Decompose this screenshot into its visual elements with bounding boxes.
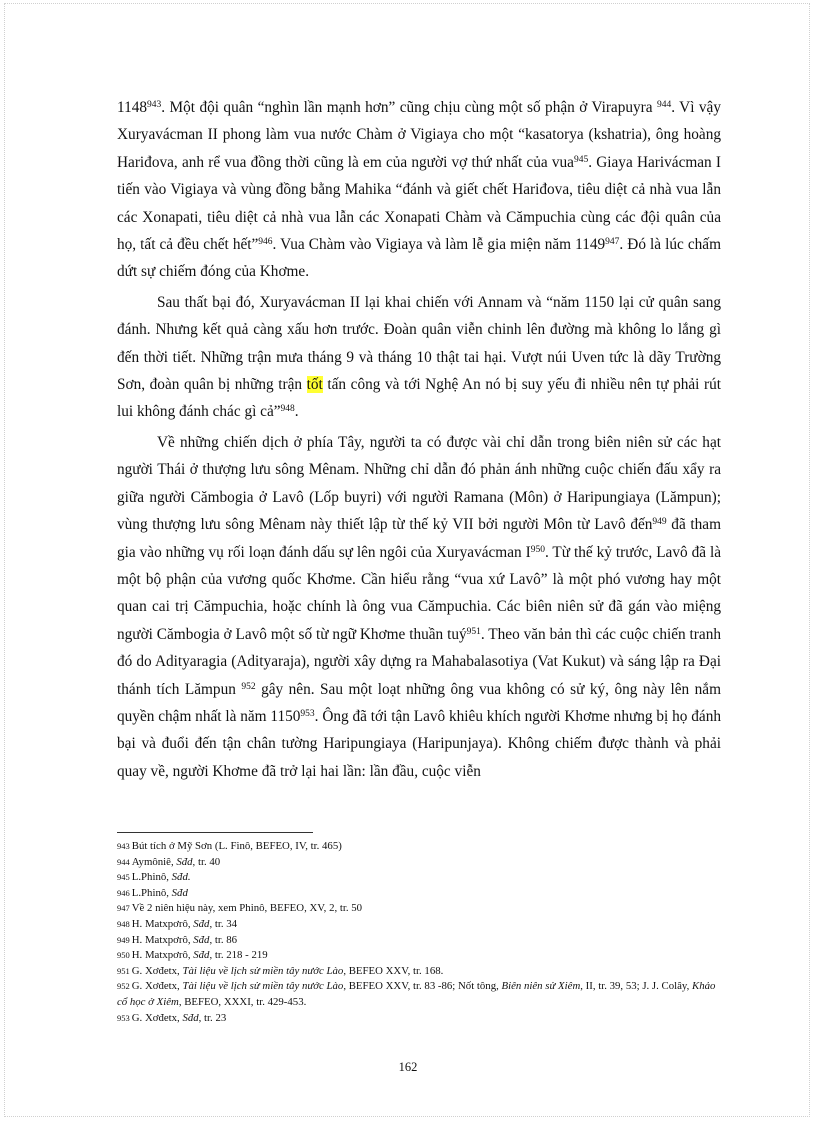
footnote-text: , tr. 86 — [209, 933, 238, 946]
footnotes — [117, 839, 721, 1026]
text-run: . Giaya Harivácman I tiến vào Vigiaya và vùng đồng bằng Mahika “đánh và giết chết Hariđova, tiêu diệt cả nhà vua lẫn các Xonapati, tiêu diệt cả nhà vua lẫn các Xonapati Chàm và Cămpuchia cùng các đội quân của họ, tất cả đều chết hết” — [117, 153, 721, 254]
footnote — [117, 839, 721, 855]
footnote-ref: 948 — [280, 404, 295, 415]
text-run: tấn công và tới Nghệ An nó bị suy yếu đi nhiều nên tự phải rút lui không đánh chác gì cả” — [117, 376, 721, 421]
footnote-ref: 945 — [573, 154, 589, 165]
footnote-text: L.Phinô, — [131, 886, 172, 899]
footnote-number: 949 — [117, 934, 130, 945]
body-paragraph — [117, 94, 721, 286]
footnote-text: H. Matxpơrô, — [131, 917, 194, 930]
footnote-ref: 947 — [605, 237, 620, 248]
footnote — [117, 886, 721, 902]
footnote-italic: Sđd — [182, 1011, 199, 1024]
text-run: . Đó là lúc chấm dứt sự chiếm đóng của Khơme. — [117, 236, 721, 281]
footnote-ref: 949 — [652, 517, 667, 528]
text-run: 1148 — [117, 99, 148, 116]
page-number: 162 — [398, 1060, 418, 1074]
footnote — [117, 1011, 721, 1027]
text-run: . — [294, 403, 299, 421]
footnote-text: G. Xơđetx, — [131, 964, 183, 977]
text-run: . Từ thế kỷ trước, Lavô đã là một bộ phận của vương quốc Khơme. Cần hiểu rằng “vua xứ Lavô” là một phó vương hay một quan cai trị Cămpuchia, hoặc chính là ông vua Cămpuchia. Các biên niên sử đã gán vào miệng người Cămbogia ở Lavô một số từ ngữ Khơme thuần tuý — [117, 543, 721, 643]
footnote — [117, 870, 721, 886]
footnote-text: Về 2 niên hiệu này, xem Phinô, BEFEO, XV, 2, tr. 50 — [131, 902, 363, 915]
footnote — [117, 901, 721, 917]
footnote-number: 945 — [117, 872, 130, 883]
footnote-text: , II, tr. 39, 53; J. J. Colây, — [580, 980, 693, 993]
footnote — [117, 948, 721, 964]
footnote-number: 944 — [117, 856, 130, 867]
footnote-number: 948 — [117, 918, 130, 929]
footnote-italic: Biên niên sử Xiêm — [501, 980, 581, 993]
footnote-text: H. Matxpơrô, — [131, 933, 194, 946]
footnote-number: 943 — [117, 841, 130, 851]
footnote-ref: 953 — [300, 708, 315, 719]
footnote-text: , BEFEO XXV, tr. 168. — [343, 964, 444, 977]
text-run: . Một đội quân “nghìn lần mạnh hơn” cũng chịu cùng một số phận ở Virapuyra — [161, 99, 657, 116]
footnote — [117, 964, 721, 980]
text-run: Về những chiến dịch ở phía Tây, người ta có được vài chỉ dẫn trong biên niên sử các hạt người Thái ở thượng lưu sông Mênam. Những chỉ dẫn đó phản ánh những cuộc chiến đấu xẩy ra giữa người Cămbogia ở Lavô (Lốp buyri) với người Ramana (Môn) ở Haripungiaya (Lămpun); vùng thượng lưu sông Mênam này thiết lập từ thế kỷ VII bởi người Môn từ Lavô đến — [117, 433, 721, 534]
footnote-ref: 952 — [241, 681, 256, 692]
footnote — [117, 917, 721, 933]
footnote-italic: Sđd — [171, 886, 188, 899]
text-run: . Vua Chàm vào Vigiaya và làm lễ gia miện năm 1149 — [272, 236, 606, 254]
footnote-number: 947 — [117, 903, 130, 914]
footnote-text: , BEFEO XXV, tr. 83 -86; Nốt tông, — [343, 980, 502, 993]
footnote-text: , BEFEO, XXXI, tr. 429-453. — [178, 995, 307, 1008]
footnote-ref: 951 — [466, 626, 481, 637]
footnote-italic: Khảo cổ học ở Xiêm — [117, 980, 716, 1008]
footnote-number: 950 — [117, 950, 130, 961]
body-text — [117, 94, 721, 785]
body-paragraph — [117, 289, 721, 426]
footnote-text: , tr. 218 - 219 — [209, 949, 268, 962]
footnote-number: 952 — [117, 981, 130, 992]
text-run: gây nên. Sau một loạt những ông vua không có sử ký, ông này lên nắm quyền chậm nhất là năm 1150 — [117, 680, 721, 725]
footnote-italic: Sđd. — [171, 871, 191, 884]
footnote-italic: Sđd — [193, 917, 210, 930]
footnote-text: , tr. 40 — [192, 855, 221, 868]
footnote-text: G. Xơđetx, — [131, 980, 183, 993]
footnote-text: , tr. 23 — [198, 1011, 227, 1024]
footnote-italic: Sđd — [193, 949, 210, 962]
highlighted-word: tốt — [306, 376, 323, 394]
footnote-number: 953 — [117, 1012, 130, 1023]
footnote — [117, 979, 721, 1010]
footnote — [117, 933, 721, 949]
text-run: đã tham gia vào những vụ rối loạn đánh dấu sự lên ngôi của Xuryavácman I — [117, 516, 721, 561]
footnote-text: , tr. 34 — [209, 917, 238, 930]
footnote-text: Bút tích ở Mỹ Sơn (L. Finô, BEFEO, IV, tr. 465) — [131, 840, 342, 852]
footnote-number: 946 — [117, 887, 130, 898]
footnote-number: 951 — [117, 965, 130, 976]
footnote-ref: 943 — [147, 100, 162, 110]
footnote-text: L.Phinô, — [131, 871, 172, 884]
text-run: . Ông đã tới tận Lavô khiêu khích người Khơme nhưng bị họ đánh bại và đuổi đến tận chân tường Haripungiaya (Haripunjaya). Không chiếm được thành và phải quay về, người Khơme đã trở lại hai lần: lần đầu, cuộc viễn — [117, 707, 721, 780]
footnote — [117, 855, 721, 871]
footnote-italic: Sđd — [193, 933, 210, 946]
footnote-separator — [117, 832, 313, 833]
footnote-text: H. Matxpơrô, — [131, 949, 194, 962]
footnote-ref: 946 — [258, 237, 273, 248]
footnote-ref: 944 — [656, 100, 672, 110]
footnote-text: Aymôniê, — [131, 855, 177, 868]
footnote-ref: 950 — [530, 544, 545, 555]
text-run: . Vì vậy Xuryavácman II phong làm vua nước Chàm ở Vigiaya cho một “kasatorya (kshatria), ông hoàng Hariđova, anh rể vua đồng thời cũng là em của người vợ thứ nhất của vua — [117, 99, 721, 171]
text-run: Sau thất bại đó, Xuryavácman II lại khai chiến với Annam và “năm 1150 lại cử quân sang đánh. Nhưng kết quả càng xấu hơn trước. Đoàn quân viễn chinh lên đường mà không lo lắng gì đến thời tiết. Những trận mưa tháng 9 và tháng 10 thật tai hại. Vượt núi Uven tức là dãy Trường Sơn, đoàn quân bị những trận — [117, 293, 721, 394]
body-paragraph — [117, 429, 721, 785]
footnote-text: G. Xơđetx, — [131, 1011, 183, 1024]
footnote-italic: Tài liệu về lịch sử miền tây nước Lào — [182, 980, 344, 993]
footnote-italic: Sđd — [176, 855, 193, 868]
footnote-italic: Tài liệu về lịch sử miền tây nước Lào — [182, 964, 344, 977]
text-run: . Theo văn bản thì các cuộc chiến tranh đó do Adityaragia (Adityaraja), người xây dựng ra Mahabalasotiya (Vat Kukut) và sáng lập ra Đại thánh tích Lămpun — [117, 625, 721, 698]
